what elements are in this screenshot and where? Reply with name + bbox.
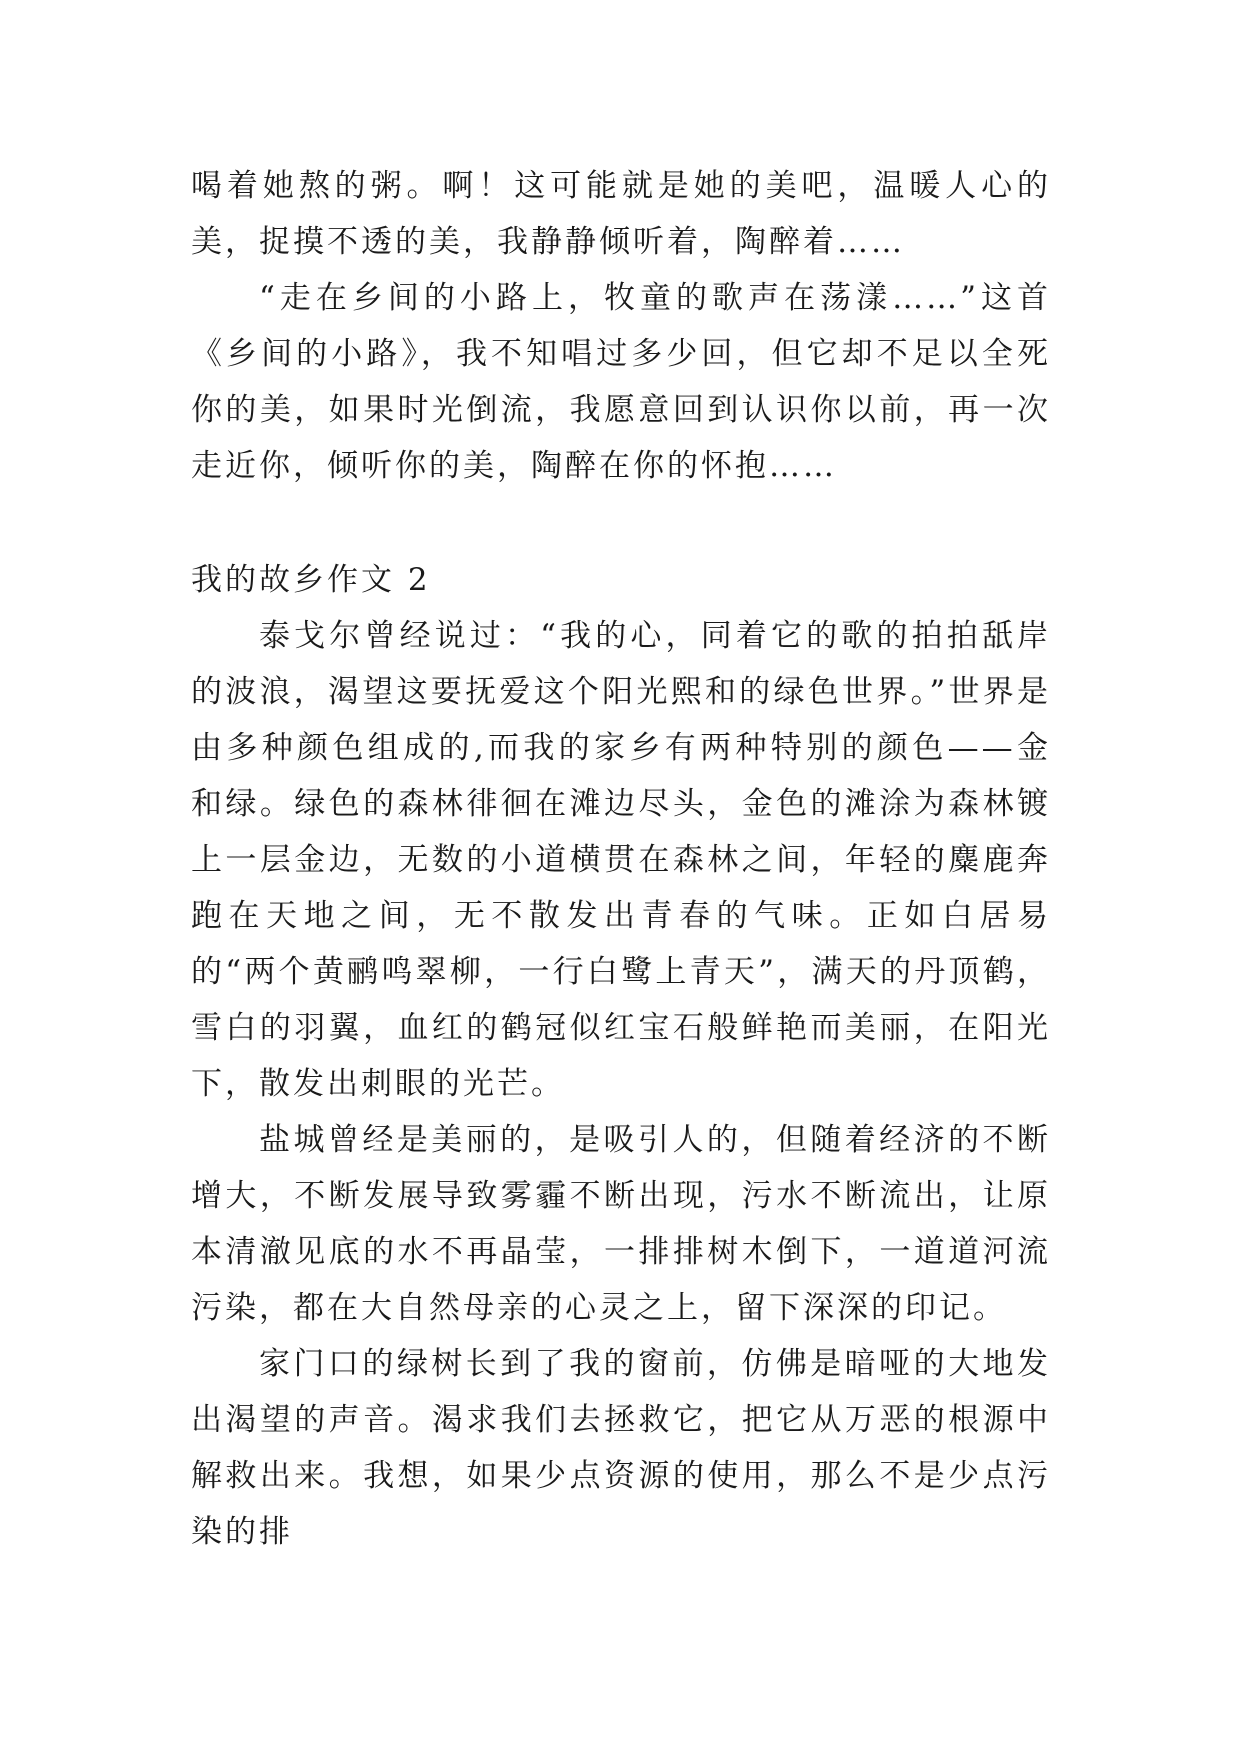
paragraph-continuation: 喝着她熬的粥。啊！这可能就是她的美吧，温暖人心的美，捉摸不透的美，我静静倾听着，陶醉着…… [191,168,1051,260]
paragraph-yancheng: 盐城曾经是美丽的，是吸引人的，但随着经济的不断增大，不断发展导致雾霾不断出现，污水不断流出，让原本清澈见底的水不再晶莹，一排排树木倒下，一道道河流污染，都在大自然母亲的心灵之上，留下深深的印记。 [191,1122,1051,1326]
paragraph-green-tree: 家门口的绿树长到了我的窗前，仿佛是暗哑的大地发出渴望的声音。渴求我们去拯救它，把它从万恶的根源中解救出来。我想，如果少点资源的使用，那么不是少点污染的排 [191,1346,1051,1550]
section-title: 我的故乡作文 2 [191,562,431,598]
essay-continuation [191,158,1051,494]
paragraph-country-road: “走在乡间的小路上，牧童的歌声在荡漾……”这首《乡间的小路》，我不知唱过多少回，但它却不足以全死你的美，如果时光倒流，我愿意回到认识你以前，再一次走近你，倾听你的美，陶醉在你的怀抱…… [191,280,1051,484]
essay-section-2 [191,552,1051,1560]
paragraph-tagore: 泰戈尔曾经说过：“我的心，同着它的歌的拍拍舐岸的波浪，渴望这要抚爱这个阳光熙和的绿色世界。”世界是由多种颜色组成的,而我的家乡有两种特别的颜色——金和绿。绿色的森林徘徊在滩边尽头，金色的滩涂为森林镀上一层金边，无数的小道横贯在森林之间，年轻的麋鹿奔跑在天地之间，无不散发出青春的气味。正如白居易的“两个黄鹂鸣翠柳，一行白鹭上青天”，满天的丹顶鹤，雪白的羽翼，血红的鹤冠似红宝石般鲜艳而美丽，在阳光下，散发出刺眼的光芒。 [191,618,1051,1102]
